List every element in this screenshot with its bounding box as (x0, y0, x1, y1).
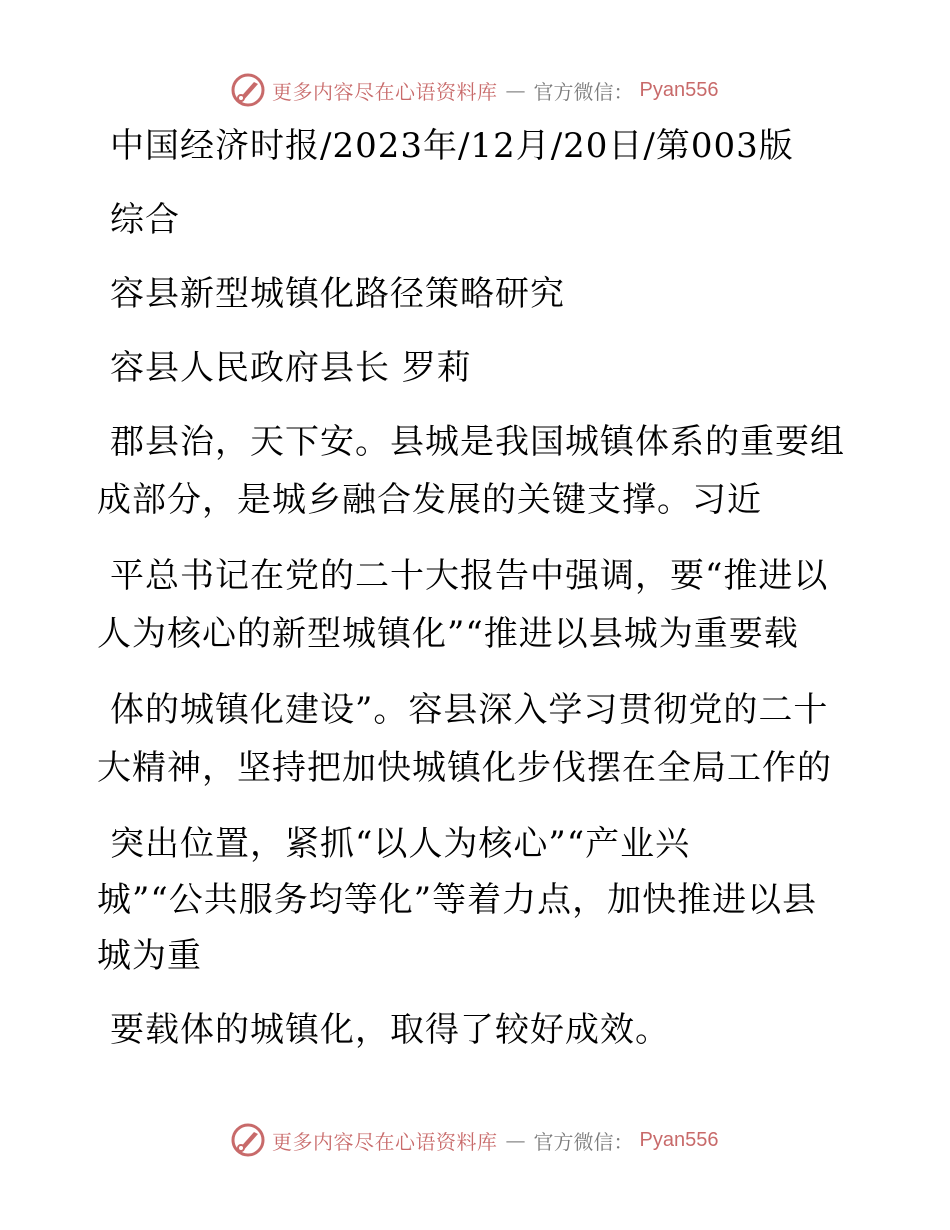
body-line: 人为核心的新型城镇化”“推进以县城为重要载 (97, 614, 799, 654)
body-line: 要载体的城镇化，取得了较好成效。 (110, 1010, 670, 1050)
watermark-wechat-id: Pyan556 (639, 78, 719, 101)
watermark-label: 官方微信： (533, 79, 634, 104)
watermark-main-text: 更多内容尽在心语资料库 (272, 79, 498, 104)
watermark-label: 官方微信： (533, 1129, 634, 1154)
body-line: 平总书记在党的二十大报告中强调，要“推进以 (110, 556, 829, 596)
section-label: 综合 (110, 200, 180, 240)
body-line: 体的城镇化建设”。容县深入学习贯彻党的二十 (110, 690, 829, 730)
body-line: 成部分，是城乡融合发展的关键支撑。习近 (97, 480, 762, 520)
footer-watermark (230, 1120, 730, 1160)
author-line: 容县人民政府县长 罗莉 (110, 348, 472, 388)
body-line: 突出位置，紧抓“以人为核心”“产业兴 (110, 824, 691, 864)
body-line: 郡县治，天下安。县城是我国城镇体系的重要组 (110, 422, 845, 462)
quill-logo-icon (230, 72, 266, 108)
watermark-main-text: 更多内容尽在心语资料库 (272, 1129, 498, 1154)
body-line: 大精神，坚持把加快城镇化步伐摆在全局工作的 (97, 748, 832, 788)
article-title: 容县新型城镇化路径策略研究 (110, 274, 565, 314)
body-line: 城为重 (97, 936, 202, 976)
body-line: 城”“公共服务均等化”等着力点，加快推进以县 (97, 880, 818, 920)
quill-logo-icon (230, 1122, 266, 1158)
watermark-dash: — (505, 78, 526, 102)
watermark-wechat-id: Pyan556 (639, 1128, 719, 1151)
header-watermark (230, 70, 730, 110)
watermark-dash: — (505, 1128, 526, 1152)
source-line: 中国经济时报/2023年/12月/20日/第003版 (110, 126, 794, 166)
